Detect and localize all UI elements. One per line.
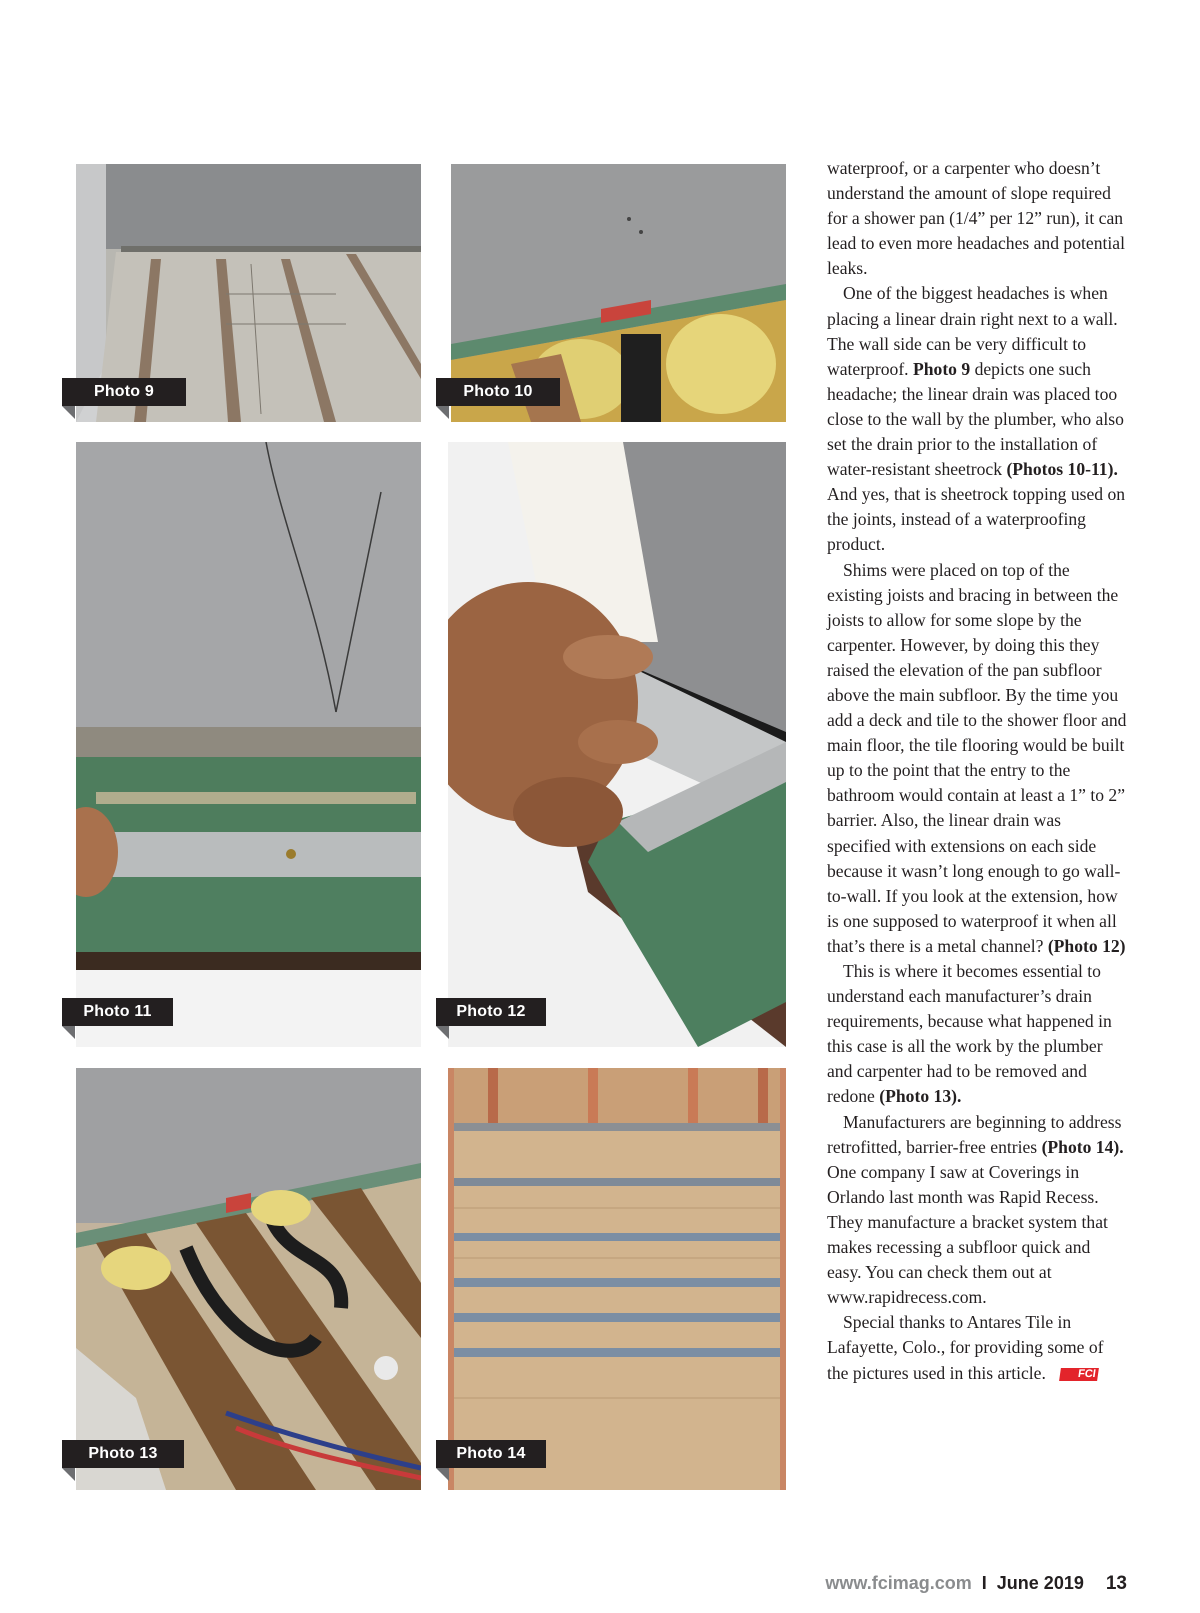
photo-11-label-fold [62, 1026, 75, 1039]
footer-issue-date: June 2019 [996, 1573, 1084, 1593]
photo-11-label: Photo 11 [62, 998, 173, 1026]
photo-10-label: Photo 10 [436, 378, 560, 406]
photo-13-label-fold [62, 1468, 75, 1481]
photo-14-label: Photo 14 [436, 1440, 546, 1468]
article-text: This is where it becomes essential to understand each manufacturer’s drain requirements, because what happened in this case is all the work by the plumber and carpenter had to be removed and redone [827, 961, 1112, 1107]
article-text: depicts one such headache; the linear drain was placed too close to the wall by the plumber, who also set the drain prior to the installation of water-resistant sheetrock [827, 358, 1124, 480]
photo-13-image [76, 1068, 421, 1490]
photo-13-label: Photo 13 [62, 1440, 184, 1468]
footer-website: www.fcimag.com [825, 1573, 972, 1593]
article-paragraph [827, 558, 1127, 960]
photo-reference: (Photo 12) [1047, 935, 1126, 956]
article-paragraph [827, 1310, 1127, 1385]
photo-10-label-fold [436, 406, 449, 419]
article-text: One of the biggest headaches is when placing a linear drain right next to a wall. The wall side can be very difficult to waterproof. [827, 283, 1118, 379]
article-text: Manufacturers are beginning to address retrofitted, barrier-free entries [827, 1111, 1122, 1157]
footer-separator: I [981, 1573, 987, 1593]
fci-end-logo: FCI [1059, 1368, 1099, 1381]
photo-reference: (Photo 14). [1041, 1136, 1124, 1157]
photo-9-label-fold [62, 406, 75, 419]
page-footer [825, 1573, 1127, 1595]
article-paragraph [827, 281, 1127, 557]
article-paragraph: waterproof, or a carpenter who doesn’t understand the amount of slope required for a shower pan (1/4” per 12” run), it can lead to even more headaches and potential leaks. [827, 158, 1125, 279]
photo-14-image [448, 1068, 786, 1490]
photo-9-label: Photo 9 [62, 378, 186, 406]
photo-reference: Photo 9 [912, 358, 971, 379]
photo-12-label-fold [436, 1026, 449, 1039]
article-column [827, 156, 1127, 1386]
article-text: One company I saw at Coverings in Orlando last month was Rapid Recess. They manufacture a bracket system that makes recessing a subfloor quick and easy. You can check them out at www.rapidrecess.com. [827, 1161, 1108, 1308]
photo-12-image [448, 442, 786, 1047]
article-paragraph [827, 959, 1127, 1110]
photo-reference: (Photo 13). [879, 1086, 962, 1107]
article-text: And yes, that is sheetrock topping used on the joints, instead of a waterproofing product. [827, 484, 1126, 555]
photo-reference: (Photos 10-11). [1006, 459, 1118, 480]
page-number: 13 [1105, 1573, 1127, 1594]
article-text: Shims were placed on top of the existing joists and bracing in between the joists to allow for some slope by the carpenter. However, by doing this they raised the elevation of the pan subfloor above the main subfloor. By the time you add a deck and tile to the shower floor and main floor, the tile flooring would be built up to the point that the entry to the bathroom would contain at least a 1” to 2” barrier. Also, the linear drain was specified with extensions on each side because it wasn’t long enough to go wall-to-wall. If you look at the extension, how is one supposed to waterproof it when all that’s there is a metal channel? [827, 559, 1127, 956]
photo-11-image [76, 442, 421, 1047]
photo-12-label: Photo 12 [436, 998, 546, 1026]
article-paragraph [827, 1110, 1127, 1311]
photo-14-label-fold [436, 1468, 449, 1481]
article-text: Special thanks to Antares Tile in Lafayette, Colo., for providing some of the pictures used in this article. [827, 1312, 1104, 1383]
